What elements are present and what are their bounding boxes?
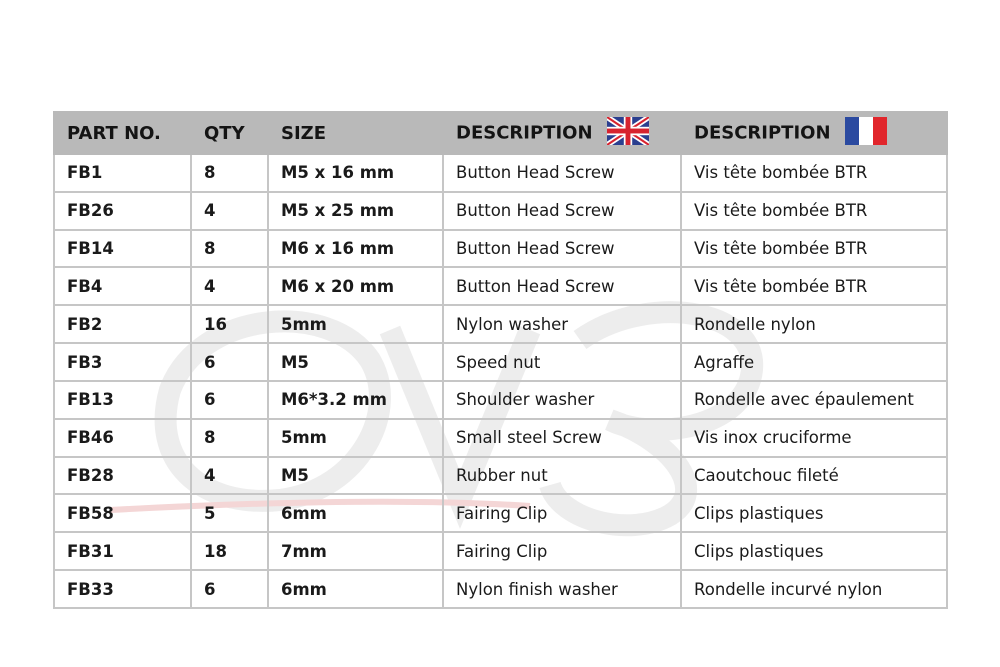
- cell-qty: 6: [191, 343, 268, 381]
- cell-description-fr: Vis tête bombée BTR: [681, 154, 947, 192]
- cell-description-fr: Rondelle nylon: [681, 305, 947, 343]
- cell-qty: 8: [191, 154, 268, 192]
- cell-description-en: Small steel Screw: [443, 419, 681, 457]
- cell-size: 5mm: [268, 305, 443, 343]
- france-flag-icon: [845, 117, 887, 145]
- cell-size: M5: [268, 343, 443, 381]
- table-row: [54, 570, 947, 608]
- table-row: [54, 343, 947, 381]
- cell-part-no: FB33: [54, 570, 191, 608]
- cell-size: M6*3.2 mm: [268, 381, 443, 419]
- cell-size: M6 x 16 mm: [268, 230, 443, 268]
- cell-description-en: Button Head Screw: [443, 267, 681, 305]
- cell-part-no: FB31: [54, 532, 191, 570]
- header-description-fr: [681, 112, 947, 154]
- cell-part-no: FB58: [54, 494, 191, 532]
- cell-qty: 8: [191, 419, 268, 457]
- cell-qty: 5: [191, 494, 268, 532]
- cell-size: 6mm: [268, 570, 443, 608]
- cell-description-en: Button Head Screw: [443, 192, 681, 230]
- header-size: SIZE: [268, 112, 443, 154]
- table-row: [54, 457, 947, 495]
- cell-size: 5mm: [268, 419, 443, 457]
- cell-qty: 8: [191, 230, 268, 268]
- cell-description-fr: Agraffe: [681, 343, 947, 381]
- cell-description-fr: Clips plastiques: [681, 494, 947, 532]
- cell-description-fr: Caoutchouc fileté: [681, 457, 947, 495]
- header-description-fr-label: DESCRIPTION: [694, 122, 831, 144]
- cell-description-en: Shoulder washer: [443, 381, 681, 419]
- table-row: [54, 230, 947, 268]
- cell-part-no: FB2: [54, 305, 191, 343]
- cell-part-no: FB1: [54, 154, 191, 192]
- cell-size: M6 x 20 mm: [268, 267, 443, 305]
- cell-description-en: Button Head Screw: [443, 230, 681, 268]
- cell-size: 6mm: [268, 494, 443, 532]
- table-row: [54, 267, 947, 305]
- cell-part-no: FB13: [54, 381, 191, 419]
- cell-part-no: FB46: [54, 419, 191, 457]
- cell-part-no: FB4: [54, 267, 191, 305]
- header-qty: QTY: [191, 112, 268, 154]
- cell-description-fr: Vis tête bombée BTR: [681, 192, 947, 230]
- table-header-row: [54, 112, 947, 154]
- cell-description-en: Fairing Clip: [443, 494, 681, 532]
- cell-qty: 16: [191, 305, 268, 343]
- cell-part-no: FB3: [54, 343, 191, 381]
- cell-qty: 6: [191, 570, 268, 608]
- table-row: [54, 532, 947, 570]
- cell-description-fr: Rondelle incurvé nylon: [681, 570, 947, 608]
- header-description-en-label: DESCRIPTION: [456, 122, 593, 144]
- cell-part-no: FB26: [54, 192, 191, 230]
- header-part-no: PART NO.: [54, 112, 191, 154]
- cell-qty: 4: [191, 457, 268, 495]
- table-row: [54, 154, 947, 192]
- cell-description-en: Nylon finish washer: [443, 570, 681, 608]
- table-row: [54, 494, 947, 532]
- cell-description-fr: Vis inox cruciforme: [681, 419, 947, 457]
- cell-description-fr: Vis tête bombée BTR: [681, 267, 947, 305]
- table-row: [54, 192, 947, 230]
- cell-description-en: Button Head Screw: [443, 154, 681, 192]
- cell-size: 7mm: [268, 532, 443, 570]
- cell-size: M5 x 16 mm: [268, 154, 443, 192]
- cell-size: M5 x 25 mm: [268, 192, 443, 230]
- cell-qty: 4: [191, 192, 268, 230]
- cell-description-fr: Rondelle avec épaulement: [681, 381, 947, 419]
- cell-size: M5: [268, 457, 443, 495]
- table-row: [54, 381, 947, 419]
- cell-description-en: Speed nut: [443, 343, 681, 381]
- cell-description-en: Rubber nut: [443, 457, 681, 495]
- table-row: [54, 305, 947, 343]
- cell-part-no: FB28: [54, 457, 191, 495]
- cell-description-fr: Vis tête bombée BTR: [681, 230, 947, 268]
- cell-part-no: FB14: [54, 230, 191, 268]
- cell-description-en: Fairing Clip: [443, 532, 681, 570]
- cell-description-fr: Clips plastiques: [681, 532, 947, 570]
- cell-description-en: Nylon washer: [443, 305, 681, 343]
- cell-qty: 4: [191, 267, 268, 305]
- uk-flag-icon: [607, 117, 649, 145]
- parts-table: [53, 111, 948, 609]
- cell-qty: 18: [191, 532, 268, 570]
- table-row: [54, 419, 947, 457]
- header-description-en: [443, 112, 681, 154]
- cell-qty: 6: [191, 381, 268, 419]
